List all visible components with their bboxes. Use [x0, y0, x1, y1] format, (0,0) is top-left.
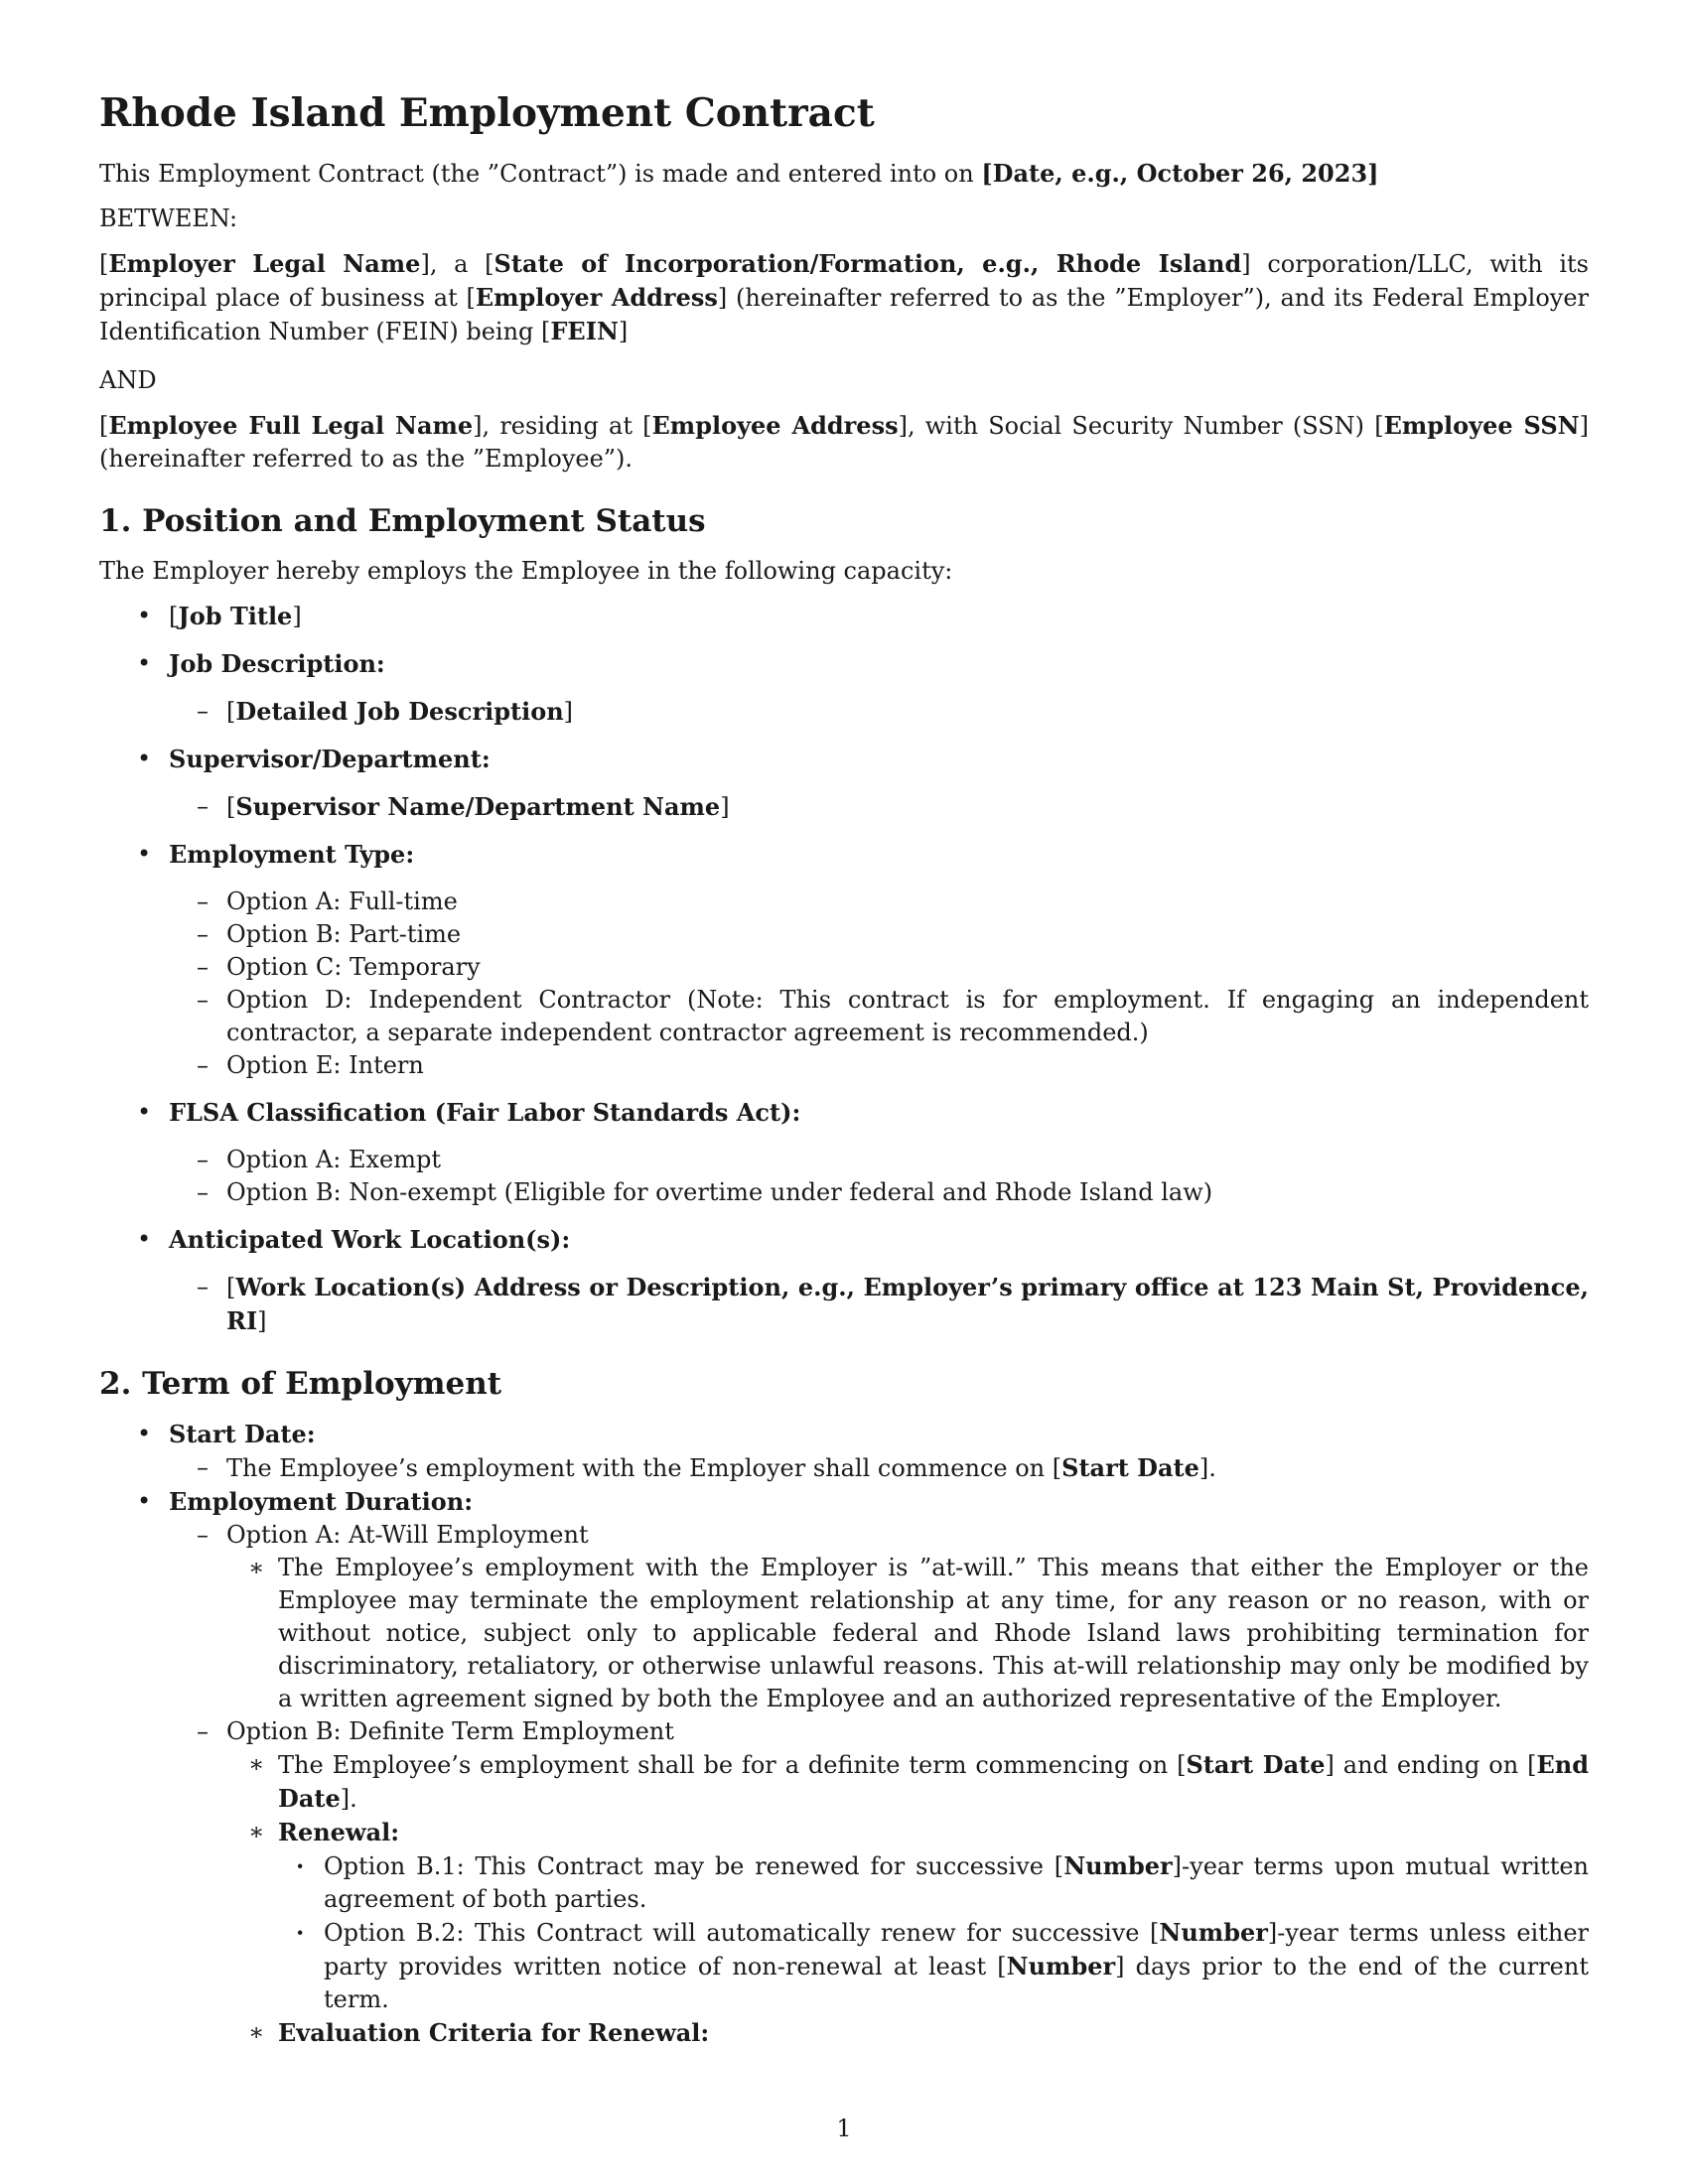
list-item-employment-type	[99, 838, 1589, 1082]
job-description-label: Job Description:	[169, 649, 385, 678]
bracket: ]	[257, 1307, 267, 1335]
employment-type-option: – Option B: Part-time	[167, 918, 1589, 951]
flsa-label: FLSA Classification (Fair Labor Standards Act):	[169, 1098, 801, 1127]
sublist	[169, 790, 1589, 824]
employer-fein-placeholder: FEIN	[550, 317, 619, 345]
and-label: AND	[99, 366, 157, 394]
text-fragment: ], a [	[420, 250, 494, 278]
text-fragment: The Employee’s employment shall be for a definite term commencing on [	[278, 1751, 1187, 1779]
text-fragment: Option B.2: This Contract will automatically renew for successive [	[324, 1919, 1160, 1947]
sublist	[169, 1451, 1589, 1485]
contract-date-placeholder: [Date, e.g., October 26, 2023]	[981, 159, 1379, 188]
renewal-item	[226, 1816, 1589, 2016]
duration-option-a	[167, 1519, 1589, 1715]
supervisor-placeholder: Supervisor Name/Department Name	[235, 792, 721, 821]
term-start-date-placeholder: Start Date	[1186, 1750, 1326, 1779]
sublist	[169, 1519, 1589, 2050]
employment-type-option: – Option E: Intern	[167, 1049, 1589, 1082]
number-placeholder: Number	[1063, 1851, 1173, 1880]
term-end-date-placeholder: End Date	[278, 1750, 1589, 1813]
bracket: ]	[720, 793, 730, 821]
employment-type-label: Employment Type:	[169, 840, 415, 869]
bracket: [	[226, 1274, 236, 1301]
sublist	[169, 1271, 1589, 1338]
number-placeholder: Number	[1159, 1918, 1268, 1947]
text-fragment: [	[99, 412, 109, 440]
text-fragment: ].	[1198, 1454, 1216, 1482]
text-fragment: ], residing at [	[473, 412, 652, 440]
employee-ssn-placeholder: Employee SSN	[1383, 411, 1580, 440]
sublist	[169, 886, 1589, 1082]
number-placeholder: Number	[1006, 1952, 1116, 1980]
section-1-heading: 1. Position and Employment Status	[99, 503, 706, 539]
document-page	[99, 89, 1589, 2050]
start-date-placeholder: Start Date	[1061, 1453, 1199, 1482]
text-fragment: ], with Social Security Number (SSN) [	[898, 412, 1384, 440]
flsa-option: – Option B: Non-exempt (Eligible for overtime under federal and Rhode Island law)	[167, 1176, 1589, 1209]
bracket: ]	[563, 698, 574, 726]
list-item-start-date	[99, 1418, 1589, 1485]
text-fragment: ] and ending on [	[1325, 1751, 1537, 1779]
evaluation-criteria-item	[226, 2016, 1589, 2050]
list-item-job-title	[99, 600, 1589, 633]
list-item-flsa	[99, 1096, 1589, 1209]
text-fragment: Option B.1: This Contract may be renewed for successive [	[324, 1852, 1064, 1880]
at-will-text: ∗ The Employee’s employment with the Employer is ”at-will.” This means that either the Employer or the Employee may terminate the employment relationship at any time, for any reason or no reason, with or without notice, subject only to applicable federal and Rhode Island laws prohibiting termination for discriminatory, retaliatory, or otherwise unlawful reasons. This at-will relationship may only be modified by a written agreement signed by both the Employee and an authorized representative of the Employer.	[226, 1552, 1589, 1715]
text-fragment: ] corporation/LLC, with its principal place of business at [	[99, 250, 1589, 312]
employee-name-placeholder: Employee Full Legal Name	[108, 411, 474, 440]
section-2-list	[99, 1418, 1589, 2050]
section-1-intro: The Employer hereby employs the Employee in the following capacity:	[99, 557, 953, 585]
employment-type-option: – Option C: Temporary	[167, 951, 1589, 984]
flsa-option: – Option A: Exempt	[167, 1144, 1589, 1176]
employer-paragraph	[99, 247, 1589, 348]
employment-type-option: – Option A: Full-time	[167, 886, 1589, 918]
intro-paragraph	[99, 157, 1589, 191]
employer-name-placeholder: Employer Legal Name	[108, 249, 421, 278]
bracket: [	[226, 698, 236, 726]
renewal-label: Renewal:	[278, 1818, 400, 1846]
text-fragment: [	[99, 250, 109, 278]
text-fragment: ]-year terms unless either party provides written notice of non-renewal at least [	[324, 1919, 1589, 1980]
definite-term-text	[226, 1748, 1589, 1816]
sublist	[169, 695, 1589, 729]
list-item-job-description	[99, 647, 1589, 729]
sublist	[169, 1144, 1589, 1209]
renewal-options	[278, 1849, 1589, 2016]
bracket: [	[169, 603, 179, 630]
evaluation-criteria-label: Evaluation Criteria for Renewal:	[278, 2018, 710, 2047]
intro-text: This Employment Contract (the ”Contract”) is made and entered into on	[99, 160, 982, 188]
section-2-heading: 2. Term of Employment	[99, 1366, 502, 1402]
text-fragment: ] days prior to the end of the current term.	[324, 1953, 1589, 2013]
bracket: ]	[292, 603, 302, 630]
renewal-option-b2	[278, 1916, 1589, 2016]
work-location-placeholder: Work Location(s) Address or Description, e.g., Employer’s primary office at 123 Main St, Providence, RI	[226, 1273, 1589, 1335]
employer-state-placeholder: State of Incorporation/Formation, e.g., Rhode Island	[493, 249, 1242, 278]
text-fragment: ]	[618, 318, 629, 345]
section-1-list	[99, 600, 1589, 1338]
job-description-placeholder: Detailed Job Description	[235, 697, 564, 726]
job-title-placeholder: Job Title	[178, 602, 293, 630]
duration-option-b	[167, 1715, 1589, 2050]
list-item-employment-duration	[99, 1485, 1589, 2050]
supervisor-label: Supervisor/Department:	[169, 745, 491, 773]
option-a-label: Option A: At-Will Employment	[226, 1521, 589, 1549]
employee-address-placeholder: Employee Address	[651, 411, 899, 440]
employee-paragraph	[99, 409, 1589, 476]
renewal-option-b1	[278, 1849, 1589, 1916]
employer-address-placeholder: Employer Address	[475, 283, 718, 312]
work-location-label: Anticipated Work Location(s):	[169, 1225, 571, 1254]
document-title: Rhode Island Employment Contract	[99, 90, 875, 136]
text-fragment: ] (hereinafter referred to as the ”Employee”).	[99, 412, 1589, 473]
option-b-label: Option B: Definite Term Employment	[226, 1717, 674, 1745]
list-item-supervisor	[99, 743, 1589, 824]
text-fragment: ]-year terms upon mutual written agreement of both parties.	[324, 1852, 1590, 1913]
sublist-item	[167, 790, 1589, 824]
bracket: [	[226, 793, 236, 821]
sublist-item	[167, 1271, 1589, 1338]
sublist-item	[167, 695, 1589, 729]
start-date-label: Start Date:	[169, 1420, 316, 1448]
list-item-work-location	[99, 1223, 1589, 1338]
between-label: BETWEEN:	[99, 205, 238, 232]
text-fragment: ].	[340, 1785, 357, 1813]
text-fragment: The Employee’s employment with the Employer shall commence on [	[226, 1454, 1062, 1482]
employment-duration-label: Employment Duration:	[169, 1487, 474, 1516]
subsublist	[226, 1748, 1589, 2050]
employment-type-option: – Option D: Independent Contractor (Note: This contract is for employment. If engaging an independent contractor, a separate independent contractor agreement is recommended.)	[167, 984, 1589, 1049]
subsublist	[226, 1552, 1589, 1715]
page-number: 1	[836, 2115, 852, 2142]
text-fragment: ] (hereinafter referred to as the ”Employer”), and its Federal Employer Identification Number (FEIN) being [	[99, 284, 1590, 345]
sublist-item	[167, 1451, 1589, 1485]
